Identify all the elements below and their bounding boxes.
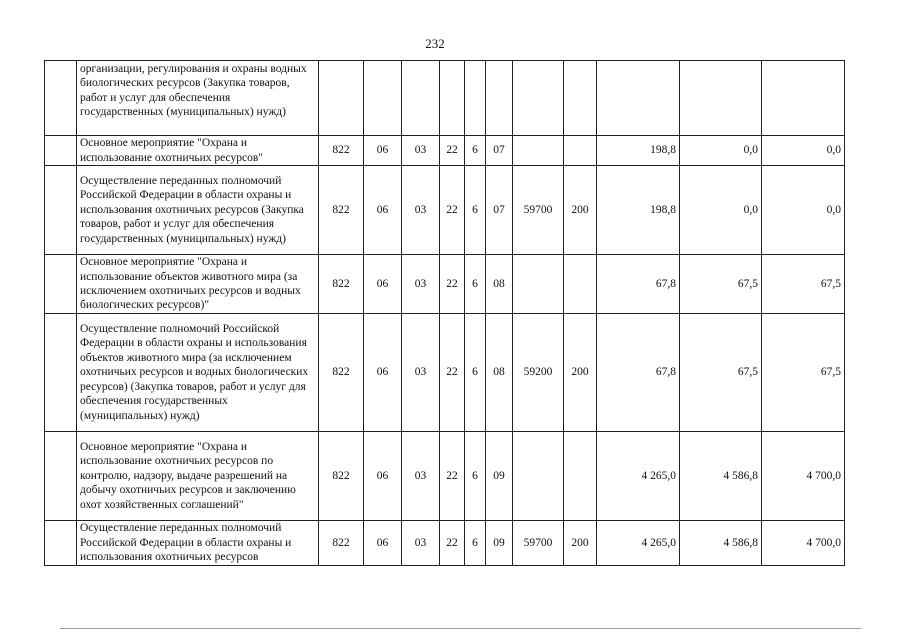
program-code-cell: 22 <box>440 166 465 255</box>
section-code-cell: 06 <box>364 432 402 521</box>
amount-year3-cell: 4 700,0 <box>762 521 845 566</box>
amount-year1-cell: 198,8 <box>597 136 680 166</box>
section-code-cell: 06 <box>364 255 402 314</box>
program-code-cell: 22 <box>440 255 465 314</box>
subprogram-code-cell: 6 <box>465 432 486 521</box>
program-code-cell: 22 <box>440 136 465 166</box>
amount-year1-cell <box>597 61 680 136</box>
direction-code-cell: 59200 <box>513 314 564 432</box>
amount-year3-cell <box>762 61 845 136</box>
section-code-cell: 06 <box>364 314 402 432</box>
expense-type-cell: 200 <box>564 521 597 566</box>
table-row <box>45 432 845 521</box>
amount-year2-cell: 0,0 <box>680 136 762 166</box>
event-code-cell <box>486 61 513 136</box>
expense-type-cell: 200 <box>564 314 597 432</box>
page-bottom-edge <box>60 628 861 629</box>
name-cell: Осуществление полномочий Российской Федерации в области охраны и использования объектов животного мира (за исключением охотничьих ресурсов и водных биологических ресурсов) (Закупка товаров, работ и услуг для обеспечения государственных (муниципальных) нужд) <box>77 314 319 432</box>
expense-type-cell <box>564 61 597 136</box>
section-code-cell: 06 <box>364 521 402 566</box>
subsection-code-cell: 03 <box>402 432 440 521</box>
row-number-cell <box>45 432 77 521</box>
subprogram-code-cell: 6 <box>465 166 486 255</box>
row-number-cell <box>45 166 77 255</box>
ministry-code-cell: 822 <box>319 314 364 432</box>
direction-code-cell <box>513 255 564 314</box>
event-code-cell: 09 <box>486 432 513 521</box>
program-code-cell: 22 <box>440 432 465 521</box>
table-row <box>45 136 845 166</box>
section-code-cell: 06 <box>364 136 402 166</box>
subprogram-code-cell: 6 <box>465 255 486 314</box>
ministry-code-cell: 822 <box>319 166 364 255</box>
amount-year1-cell: 4 265,0 <box>597 521 680 566</box>
ministry-code-cell: 822 <box>319 521 364 566</box>
event-code-cell: 07 <box>486 166 513 255</box>
ministry-code-cell <box>319 61 364 136</box>
row-number-cell <box>45 314 77 432</box>
table-row <box>45 314 845 432</box>
name-cell: Осуществление переданных полномочий Российской Федерации в области охраны и использования охотничьих ресурсов (Закупка товаров, работ и услуг для обеспечения государственных (муниципальных) нужд) <box>77 166 319 255</box>
subprogram-code-cell: 6 <box>465 136 486 166</box>
ministry-code-cell: 822 <box>319 432 364 521</box>
ministry-code-cell: 822 <box>319 255 364 314</box>
section-code-cell: 06 <box>364 166 402 255</box>
amount-year1-cell: 198,8 <box>597 166 680 255</box>
name-cell: Основное мероприятие "Охрана и использование объектов животного мира (за исключением охотничьих ресурсов и водных биологических ресурсов)" <box>77 255 319 314</box>
direction-code-cell: 59700 <box>513 521 564 566</box>
event-code-cell: 08 <box>486 314 513 432</box>
subsection-code-cell: 03 <box>402 136 440 166</box>
direction-code-cell <box>513 136 564 166</box>
event-code-cell: 07 <box>486 136 513 166</box>
amount-year2-cell <box>680 61 762 136</box>
section-code-cell <box>364 61 402 136</box>
subsection-code-cell: 03 <box>402 166 440 255</box>
expense-type-cell: 200 <box>564 166 597 255</box>
subsection-code-cell: 03 <box>402 255 440 314</box>
amount-year2-cell: 67,5 <box>680 314 762 432</box>
name-cell: организации, регулирования и охраны водных биологических ресурсов (Закупка товаров, работ и услуг для обеспечения государственных (муниципальных) нужд) <box>77 61 319 136</box>
subprogram-code-cell <box>465 61 486 136</box>
amount-year1-cell: 67,8 <box>597 255 680 314</box>
amount-year3-cell: 0,0 <box>762 166 845 255</box>
table-row <box>45 255 845 314</box>
subsection-code-cell: 03 <box>402 521 440 566</box>
row-number-cell <box>45 61 77 136</box>
amount-year2-cell: 4 586,8 <box>680 521 762 566</box>
table-row <box>45 61 845 136</box>
name-cell: Осуществление переданных полномочий Российской Федерации в области охраны и использования охотничьих ресурсов <box>77 521 319 566</box>
table-row <box>45 521 845 566</box>
subprogram-code-cell: 6 <box>465 521 486 566</box>
amount-year1-cell: 4 265,0 <box>597 432 680 521</box>
direction-code-cell: 59700 <box>513 166 564 255</box>
expense-type-cell <box>564 136 597 166</box>
row-number-cell <box>45 136 77 166</box>
amount-year2-cell: 0,0 <box>680 166 762 255</box>
program-code-cell <box>440 61 465 136</box>
name-cell: Основное мероприятие "Охрана и использование охотничьих ресурсов по контролю, надзору, выдаче разрешений на добычу охотничьих ресурсов и заключению охот хозяйственных соглашений" <box>77 432 319 521</box>
amount-year2-cell: 67,5 <box>680 255 762 314</box>
page-number: 232 <box>425 36 445 51</box>
subsection-code-cell: 03 <box>402 314 440 432</box>
event-code-cell: 08 <box>486 255 513 314</box>
ministry-code-cell: 822 <box>319 136 364 166</box>
subsection-code-cell <box>402 61 440 136</box>
amount-year2-cell: 4 586,8 <box>680 432 762 521</box>
amount-year3-cell: 67,5 <box>762 314 845 432</box>
table-row <box>45 166 845 255</box>
amount-year3-cell: 4 700,0 <box>762 432 845 521</box>
amount-year3-cell: 67,5 <box>762 255 845 314</box>
direction-code-cell <box>513 432 564 521</box>
budget-table <box>44 60 845 566</box>
expense-type-cell <box>564 255 597 314</box>
event-code-cell: 09 <box>486 521 513 566</box>
direction-code-cell <box>513 61 564 136</box>
subprogram-code-cell: 6 <box>465 314 486 432</box>
row-number-cell <box>45 255 77 314</box>
amount-year1-cell: 67,8 <box>597 314 680 432</box>
program-code-cell: 22 <box>440 521 465 566</box>
program-code-cell: 22 <box>440 314 465 432</box>
amount-year3-cell: 0,0 <box>762 136 845 166</box>
name-cell: Основное мероприятие "Охрана и использование охотничьих ресурсов" <box>77 136 319 166</box>
row-number-cell <box>45 521 77 566</box>
expense-type-cell <box>564 432 597 521</box>
budget-table-body <box>45 61 845 566</box>
